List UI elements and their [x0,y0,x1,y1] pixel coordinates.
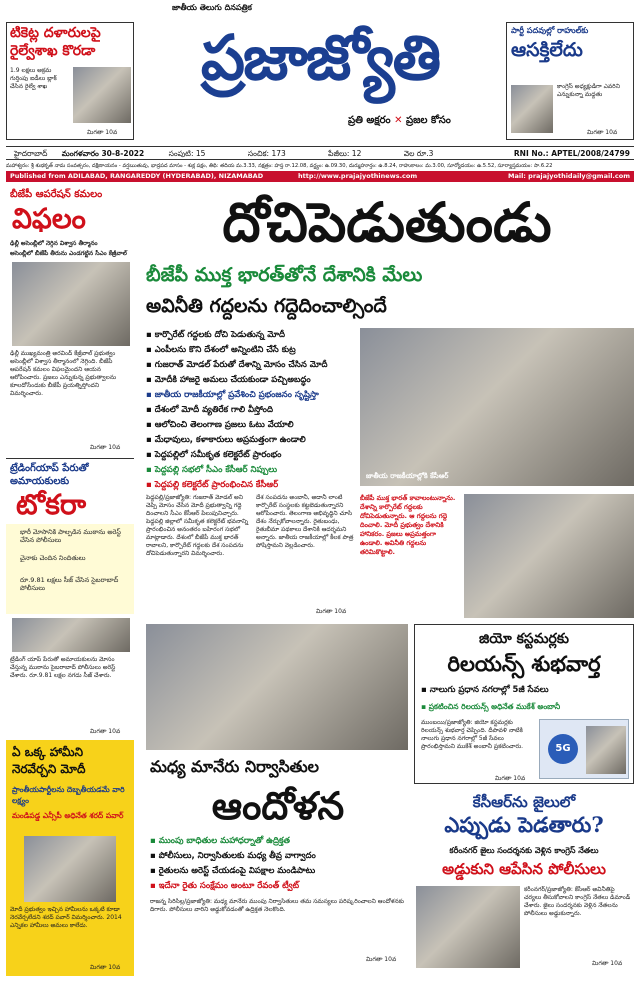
maneru-point: ▪ ముంపు బాధితుల మహాధర్నాతో ఉద్రిక్తత [150,834,408,849]
trend-point-2: చైనాకు చెందిన నిందితులు [20,554,86,562]
jio-headline: రిలయన్స్ శుభవార్త [447,651,601,676]
trend-photo [12,618,130,652]
modi-headline: ఏ ఒక్క హామీని నెరవేర్చని మోదీ [12,745,86,776]
dateline-rni: RNI No.: APTEL/2008/24799 [513,149,630,158]
lead-quote: బీజేపీ ముక్త భారత్ కావాలంటున్నాను. దేశాన్ని కార్పొరేట్ గద్దలకు దోచిపెడుతున్నారు. ఆ గద్దలను గద్దె దించాలి. మోదీ ప్రభుత్వం దేశానికి హానికరం. ప్రజలు అప్రమత్తంగా ఉండాలి. అవినీతి గద్దలను తరిమికొట్టాలి. [360,494,456,556]
left-teaser-body: 1.9 లక్షలు అక్రమ గుర్తింపు ఐడీలు బ్లాక్ చేసిన రైల్వే శాఖ [10,67,57,90]
lead-point: ▪ ఆలోచించి తెలంగాణ ప్రజలు ఓటు వేయాలి [146,418,356,433]
trend-points [6,524,134,614]
lead-point: ▪ పెద్దపల్లి కలెక్టరేట్ ప్రారంభించిన కేసీఆర్ [146,478,356,493]
jio-point-1: ▪ నాలుగు ప్రధాన నగరాల్లో 5జీ సేవలు [421,683,631,698]
print-registration-bar [6,980,634,988]
jio-5g-ad [539,719,629,779]
bjp-more[interactable]: మిగతా 10వ [90,444,121,451]
kcr-jail-sub2: అడ్డుకుని ఆపేసిన పోలీసులు [442,860,606,878]
maneru-body: రాజన్న సిరిసిల్ల/ప్రజాజ్యోతి: మధ్య మానేరు ముంపు నిర్వాసితులు తమ సమస్యలు పరిష్కరించాలని ఆందోళనకు దిగారు. పోలీసులు వారిని అడ్డుకోవడంతో ఉద్రిక్తత నెలకొంది. [150,898,404,913]
pawar-photo [24,836,116,902]
jio-5g-icon: 5G [548,734,578,764]
dateline-pages: పేజీలు: 12 [328,149,362,158]
jio-box [414,624,634,784]
kcr-jail-headline: ఎప్పుడు పెడతారు? [444,812,604,837]
modi-more[interactable]: మిగతా 10వ [90,964,121,971]
bjp-headline: విఫలం [12,202,86,235]
left-teaser-photo [73,67,131,123]
jio-more[interactable]: మిగతా 10వ [495,775,526,782]
modi-point-2: మండిపడ్డ ఎన్సీపీ అధినేత శరద్ పవార్ [12,811,124,820]
lead-points [146,328,356,493]
jio-point-2: ▪ ప్రకటించిన రిలయన్స్ అధినేత ముకేశ్ అంబానీ [421,699,631,714]
dateline-date: మంగళవారం 30-8-2022 [61,149,145,158]
masthead-tagline: జాతీయ తెలుగు దినపత్రిక [172,3,252,12]
lead-point: ▪ మోదీకి హాజరై అమలు చేయకుండా పచ్చిఅబద్ధం [146,373,356,388]
trend-point-3: రూ.9.81 లక్షలు సీజ్ చేసిన సైబరాబాద్ పోలీసులు [20,576,119,592]
motto-divider-icon: ✕ [394,115,406,126]
dateline-price: వెల రూ.3 [403,149,434,158]
kcr-jail-more[interactable]: మిగతా 10వ [592,960,623,967]
trend-more[interactable]: మిగతా 10వ [90,728,121,735]
panchangam-strip: మహాశ్వరం: శ్రీ శుభకృత్ నామ సంవత్సరం, దక్షిణాయనం - వర్షఋతువు, భాద్రపద మాసం - శుక్ల పక్షం, తిథి: తదియ మ.3.33, నక్షత్రం: హస్త రా.12.08, వర్జ్యం: ఉ.09.30, దుర్ముహూర్తం: ఉ.8.24, రాహుకాలం: మ.3.00, సూర్యోదయం: ఉ.5.52, సూర్యాస్తమయం: సా.6.22 [6,163,553,169]
publisher-bar [6,171,634,182]
lead-point: ▪ పెద్దపల్లిలో సమీకృత కలెక్టరేట్ ప్రారంభం [146,448,356,463]
lead-body-right: దేశ సంపదను అంబానీ, అదానీ లాంటి కార్పొరేట్ సంస్థలకు కట్టబెడుతున్నారని ఆరోపించారు. తెలంగాణ అభివృద్ధిని చూసి దేశం నేర్చుకోవాలన్నారు. రైతుబంధు, రైతుబీమా పథకాలు దేశానికి ఆదర్శమని అన్నారు. జాతీయ రాజకీయాల్లో కీలక పాత్ర పోషిస్తామని వెల్లడించారు. [256,494,354,549]
kcr-jail-photo [416,886,520,968]
bjp-body: ఢిల్లీ ముఖ్యమంత్రి అరవింద్ కేజ్రీవాల్ ప్రభుత్వం అసెంబ్లీలో విశ్వాస తీర్మానంలో నెగ్గింది. బీజేపీ ఆపరేషన్ కమలం విఫలమైందని ఆయన ఆరోపించారు. ప్రజలు ఎన్నుకున్న ప్రభుత్వాలను కూలదోసేందుకు బీజేపీ ప్రయత్నిస్తోందని విమర్శించారు. [10,350,117,397]
lead-point: ▪ కార్పొరేట్ గద్దలకు దోచి పెడుతున్న మోదీ [146,328,356,343]
right-teaser-body: కాంగ్రెస్ అధ్యక్షుడిగా ఎవరిని ఎన్నుకున్నా మద్దతు [557,83,620,98]
lead-subheadline-1: బీజేపీ ముక్త భారత్‌తోనే దేశానికి మేలు [146,264,423,286]
jio-body: ముంబయి/ప్రజాజ్యోతి: జియో కస్టమర్లకు రిలయన్స్ శుభవార్త చెప్పింది. దీపావళి నాటికి నాలుగు ప్రధాన నగరాల్లో 5జీ సేవలు ప్రారంభిస్తామని ముకేశ్ అంబానీ ప్రకటించారు. [421,719,524,750]
right-teaser-more[interactable]: మిగతా 10వ [587,129,618,136]
divider [6,458,134,459]
left-teaser-box[interactable] [6,22,134,140]
left-teaser-headline-1: టికెట్ల దళారులపై [10,25,101,41]
trend-kicker-1: ట్రేడింగ్‌యాప్ పేరుతో [10,463,89,474]
maneru-point: ▪ పోలీసులు, నిర్వాసితులకు మధ్య తీవ్ర వాగ్వాదం [150,849,408,864]
left-column [6,186,134,976]
trend-kicker-2: అమాయకులకు [10,476,70,487]
right-teaser-box[interactable] [506,22,634,140]
right-teaser-headline: ఆసక్తిలేదు [511,39,583,61]
kcr-jail-body: కరీంనగర్/ప్రజాజ్యోతి: కేసీఆర్ అవినీతిపై చర్యలు తీసుకోవాలని కాంగ్రెస్ నేతలు డిమాండ్ చేశారు. జైలు సందర్శనకు వెళ్లిన నేతలను పోలీసులు అడ్డుకున్నారు. [524,886,631,917]
maneru-protest-photo [146,624,408,750]
kcr-jail-sub: కరీంనగర్ జైలు సందర్శనకు వెళ్లిన కాంగ్రెస్ నేతలు [449,846,599,855]
maneru-kicker: మధ్య మానేరు నిర్వాసితుల [150,757,320,776]
kcr-event-photo [360,328,634,486]
lead-point: ▪ పెద్దపల్లి సభలో సీఎం కేసీఆర్ నిప్పులు [146,463,356,478]
jio-ad-photo [586,726,626,774]
masthead [0,0,640,150]
lead-point: ▪ దేశంలో మోదీ వ్యతిరేక గాలి వీస్తోంది [146,403,356,418]
right-teaser-photo [511,85,553,133]
motto-right: ప్రజల కోసం [406,115,451,126]
lead-point: ▪ ఎంపీలను కొని దేశంలో అన్నింటిని చేసే కుట్ర [146,343,356,358]
kcr-portrait [464,494,634,618]
left-teaser-headline-2: రైల్వేశాఖ కొరడా [10,43,96,59]
dateline-volume: సంపుటి: 15 [168,149,206,158]
dateline-bar [6,146,634,160]
bjp-kicker: బీజేపీ ఆపరేషన్ కమలం [10,189,103,200]
right-teaser-kicker: పార్టీ పదవుల్లో రాహుల్‌కు [511,26,589,35]
maneru-headline: ఆందోళన [211,783,345,828]
modi-point-1: ప్రాంతీయపార్టీలను దెబ్బతీయడమే వారి లక్ష్యం [12,785,125,805]
maneru-more[interactable]: మిగతా 10వ [366,956,397,963]
modi-box [6,740,134,976]
bjp-point-1: ఢిల్లీ అసెంబ్లీలో నెగ్గిన విశ్వాస తీర్మానం [10,240,98,247]
modi-body: మోదీ ప్రభుత్వం ఇచ్చిన హామీలను ఒక్కటి కూడా నెరవేర్చలేదని శరద్ పవార్ విమర్శించారు. 2014 ఎన్నికల హామీలు అమలు కాలేదు. [10,906,122,929]
jio-kicker: జియో కస్టమర్లకు [478,631,569,647]
masthead-motto [348,114,451,128]
dateline-issue: సంచిక: 173 [247,149,286,158]
publisher-website[interactable]: http://www.prajajyothinews.com [298,172,418,180]
lead-headline: దోచిపెడుతుండు [222,190,552,254]
bjp-point-2: అసెంబ్లీలో బీజేపీ తీరును ఎండగట్టిన సీఎం కేజ్రీవాల్ [10,250,127,257]
left-teaser-more[interactable]: మిగతా 10వ [87,129,118,136]
kcr-event-photo-caption: జాతీయ రాజకీయాల్లోకి కేసీఆర్ [366,472,449,480]
newspaper-logo[interactable]: ప్రజాజ్యోతి [200,21,440,94]
publisher-places: Published from ADILABAD, RANGAREDDY (HYDERABAD), NIZAMABAD [10,172,264,180]
maneru-point: ▪ రైతులను అరెస్ట్ చేయడంపై విపక్షాల మండిపాటు [150,864,408,879]
kejriwal-photo [12,262,130,346]
lead-subheadline-2: అవినీతి గద్దలను గద్దెదించాల్సిందే [146,295,387,317]
trend-headline: టోకరా [16,488,87,521]
trend-body: ట్రేడింగ్ యాప్ పేరుతో అమాయకులను మోసం చేస్తున్న ముఠాను సైబరాబాద్ పోలీసులు అరెస్ట్ చేశారు. రూ.9.81 లక్షల నగదు సీజ్ చేశారు. [10,656,116,679]
lead-point: ▪ జాతీయ రాజకీయాల్లో ప్రవేశించి ప్రభంజనం సృష్టిస్తా [146,388,356,403]
maneru-points [150,834,408,894]
lead-point: ▪ మేధావులు, కళాకారులు అప్రమత్తంగా ఉండాలి [146,433,356,448]
kcr-jail-section [414,790,634,976]
publisher-email[interactable]: Mail: prajajyothidaily@gmail.com [508,172,630,180]
maneru-point: ▪ ఇదేనా రైతు సంక్షేమం అంటూ రేవంత్ ట్వీట్ [150,879,408,894]
lead-body-left: పెద్దపల్లి/ప్రజాజ్యోతి: గుజరాత్ మోడల్ అని చెప్పి మోసం చేసిన మోదీ ప్రభుత్వాన్ని గద్దె దించాలని సీఎం కేసీఆర్ పిలుపునిచ్చారు. పెద్దపల్లి జిల్లాలో సమీకృత కలెక్టరేట్ భవనాన్ని ప్రారంభించిన అనంతరం బహిరంగ సభలో మాట్లాడారు. దేశంలో బీజేపీ ముక్త భారత్ రావాలని, కార్పొరేట్ గద్దలకు దేశ సంపదను దోచిపెడుతున్నారని విమర్శించారు. [146,494,249,557]
motto-left: ప్రతి అక్షరం [348,115,391,126]
dateline-city: హైదరాబాద్ [14,149,48,158]
lead-more[interactable]: మిగతా 10వ [316,608,347,615]
trend-point-1: భారీ మోసానికి పాల్పడిన ముఠాను అరెస్ట్ చేసిన పోలీసులు [20,528,121,544]
lead-point: ▪ గుజరాత్ మోడల్ పేరుతో దేశాన్ని మోసం చేసిన మోదీ [146,358,356,373]
kcr-jail-kicker: కేసీఆర్‌ను జైలులో [472,793,576,811]
